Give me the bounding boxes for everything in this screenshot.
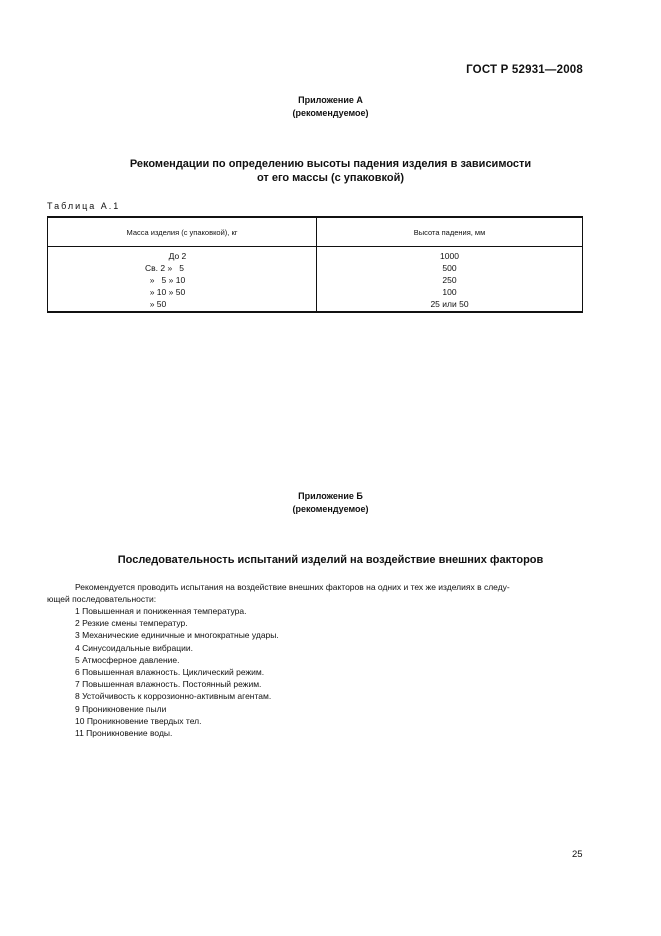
appendix-a-heading-line2: от его массы (с упаковкой) <box>256 172 405 184</box>
mass-cell <box>48 247 317 313</box>
list-item: 1 Повышенная и пониженная температура. <box>75 606 247 616</box>
test-sequence-list <box>75 605 279 739</box>
list-item: 2 Резкие смены температур. <box>75 618 188 629</box>
height-value: 100 <box>442 287 457 297</box>
height-cell <box>317 247 583 313</box>
drop-height-table <box>47 216 583 313</box>
table-header-row <box>48 217 583 247</box>
mass-value: » 10 » 50 <box>145 287 186 297</box>
intro-paragraph-line2: ющей последовательности: <box>47 594 157 604</box>
list-item: 5 Атмосферное давление. <box>75 654 180 665</box>
height-value: 25 или 50 <box>430 299 469 309</box>
list-item: 11 Проникновение воды. <box>75 727 173 738</box>
page-number: 25 <box>572 849 583 860</box>
table-caption: Таблица А.1 <box>47 201 121 211</box>
appendix-b-status: (рекомендуемое) <box>292 504 369 514</box>
column-header-mass: Масса изделия (с упаковкой), кг <box>48 217 317 247</box>
list-item: 7 Повышенная влажность. Постоянный режим. <box>75 679 262 690</box>
intro-paragraph-line1: Рекомендуется проводить испытания на воздействие внешних факторов на одних и тех же изделиях в следу- <box>75 582 510 592</box>
appendix-a-heading-line1: Рекомендации по определению высоты падения изделия в зависимости <box>129 158 532 170</box>
list-item: 9 Проникновение пыли <box>75 703 167 714</box>
list-item: 4 Синусоидальные вибрации. <box>75 642 193 653</box>
mass-value: До 2 <box>145 251 187 261</box>
mass-value: » 5 » 10 <box>145 275 186 285</box>
standard-number-header: ГОСТ Р 52931—2008 <box>466 64 583 76</box>
height-value: 500 <box>442 263 457 273</box>
table-body-row <box>48 247 583 313</box>
appendix-b-heading: Последовательность испытаний изделий на воздействие внешних факторов <box>117 554 544 566</box>
column-header-height: Высота падения, мм <box>317 217 583 247</box>
mass-value: » 50 <box>145 299 167 309</box>
mass-value: Св. 2 » 5 <box>145 263 185 273</box>
list-item: 3 Механические единичные и многократные удары. <box>75 630 279 641</box>
appendix-a-title: Приложение А <box>298 95 363 105</box>
appendix-b-title: Приложение Б <box>298 491 363 501</box>
list-item: 10 Проникновение твердых тел. <box>75 715 202 726</box>
height-value: 1000 <box>440 251 459 261</box>
appendix-a-status: (рекомендуемое) <box>292 108 369 118</box>
list-item: 8 Устойчивость к коррозионно-активным агентам. <box>75 691 272 702</box>
height-value: 250 <box>442 275 457 285</box>
list-item: 6 Повышенная влажность. Циклический режим. <box>75 666 265 677</box>
